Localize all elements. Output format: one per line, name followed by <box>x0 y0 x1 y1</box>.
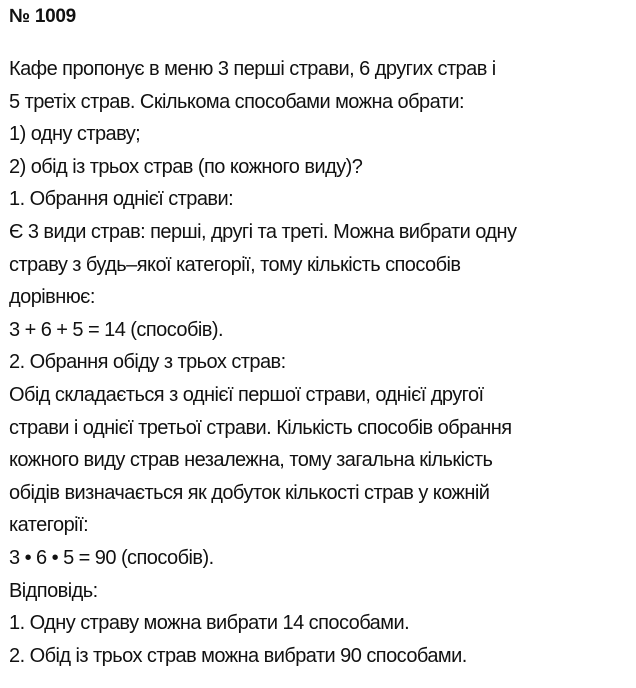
answer-2: 2. Обід із трьох страв можна вибрати 90 способами. <box>9 644 467 667</box>
solution-part-2-text: кожного виду страв незалежна, тому загальна кількість <box>9 449 493 472</box>
solution-part-1-text: дорівнює: <box>9 286 95 309</box>
problem-statement-line-2: 5 третіх страв. Скількома способами можна обрати: <box>9 90 464 113</box>
problem-number-title: № 1009 <box>9 6 76 27</box>
solution-part-2-formula: 3 • 6 • 5 = 90 (способів). <box>9 546 214 569</box>
solution-part-2-text: обідів визначається як добуток кількості страв у кожній <box>9 481 490 504</box>
question-2: 2) обід із трьох страв (по кожного виду)? <box>9 155 363 178</box>
solution-part-1-text: страву з будь–якої категорії, тому кількість способів <box>9 253 461 276</box>
problem-text-block <box>9 53 633 672</box>
answer-1: 1. Одну страву можна вибрати 14 способами. <box>9 612 410 635</box>
solution-part-1-heading: 1. Обрання однієї страви: <box>9 188 234 211</box>
solution-part-2-text: Обід складається з однієї першої страви, однієї другої <box>9 383 484 406</box>
question-1: 1) одну страву; <box>9 123 141 146</box>
solution-part-2-heading: 2. Обрання обіду з трьох страв: <box>9 351 286 374</box>
answer-heading: Відповідь: <box>9 579 98 602</box>
solution-part-1-text: Є 3 види страв: перші, другі та треті. Можна вибрати одну <box>9 220 517 243</box>
solution-part-2-text: категорії: <box>9 514 89 537</box>
solution-part-1-formula: 3 + 6 + 5 = 14 (способів). <box>9 318 223 341</box>
problem-statement-line-1: Кафе пропонує в меню 3 перші страви, 6 других страв і <box>9 58 496 80</box>
solution-part-2-text: страви і однієї третьої страви. Кількість способів обрання <box>9 416 512 439</box>
